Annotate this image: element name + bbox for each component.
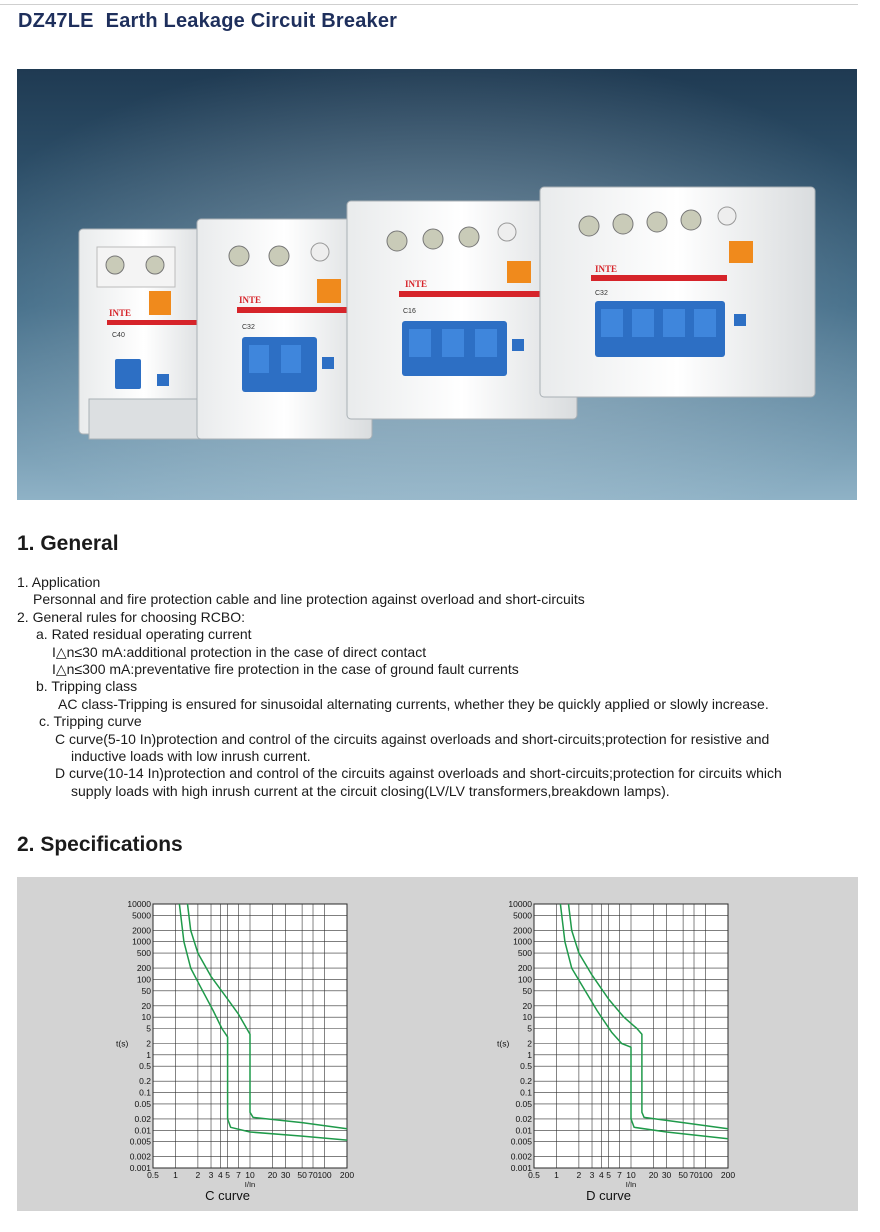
y-tick-label: 0.005: [510, 1136, 532, 1147]
x-tick-label: 20: [267, 1170, 278, 1180]
rating-label-1: C40: [112, 332, 125, 339]
general-line: inductive loads with low inrush current.: [71, 748, 311, 765]
chart-title: C curve: [205, 1188, 250, 1203]
y-tick-label: 2000: [132, 925, 151, 936]
y-tick-label: 10: [522, 1012, 532, 1023]
x-tick-label: 30: [661, 1170, 672, 1180]
y-tick-label: 0.005: [129, 1136, 151, 1147]
brand-label-2: INTE: [239, 295, 262, 305]
x-axis-label: I/In: [244, 1180, 256, 1189]
general-section: [17, 574, 867, 800]
specifications-charts: [17, 877, 858, 1211]
general-line: I△n≤30 mA:additional protection in the case of direct contact: [52, 643, 427, 660]
general-line: I△n≤300 mA:preventative fire protection in the case of ground fault currents: [52, 661, 519, 678]
y-tick-label: 0.1: [139, 1087, 151, 1098]
general-line: supply loads with high inrush current at the circuit closing(LV/LV transformers,breakdown lamps).: [71, 782, 670, 799]
general-heading: 1. General: [17, 532, 119, 555]
x-tick-label: 200: [339, 1170, 355, 1180]
breakers-illustration: [17, 69, 857, 500]
x-tick-label: 70: [689, 1170, 699, 1180]
y-tick-label: 10000: [508, 899, 532, 909]
y-tick-label: 2: [146, 1038, 151, 1049]
y-tick-label: 5: [146, 1023, 151, 1034]
x-tick-label: 3: [208, 1170, 214, 1180]
y-tick-label: 100: [517, 974, 532, 985]
x-tick-label: 50: [297, 1170, 307, 1180]
y-tick-label: 0.001: [510, 1163, 532, 1173]
x-tick-label: 30: [280, 1170, 291, 1180]
general-line: 2. General rules for choosing RCBO:: [17, 608, 245, 625]
y-tick-label: 0.001: [129, 1163, 151, 1173]
general-line: C curve(5-10 In)protection and control of the circuits against overloads and short-circuits;protection for resistive and: [55, 730, 770, 747]
general-line: Personnal and fire protection cable and line protection against overload and short-circuits: [33, 591, 585, 608]
x-tick-label: 200: [720, 1170, 736, 1180]
y-tick-label: 0.002: [129, 1151, 151, 1162]
y-tick-label: 2000: [513, 925, 532, 936]
x-tick-label: 2: [195, 1170, 201, 1180]
tripping-curves-chart: [17, 877, 858, 1211]
y-tick-label: 1000: [513, 936, 532, 947]
x-tick-label: 1: [173, 1170, 178, 1180]
y-tick-label: 1: [146, 1049, 151, 1060]
y-tick-label: 0.2: [520, 1076, 532, 1087]
x-axis-label: I/In: [625, 1180, 637, 1189]
x-tick-label: 1: [554, 1170, 559, 1180]
brand-label-4: INTE: [595, 264, 618, 274]
y-tick-label: 100: [136, 974, 151, 985]
x-tick-label: 7: [617, 1170, 622, 1180]
breaker-1: [79, 229, 209, 439]
chart-panel-d: [497, 899, 735, 1203]
rating-label-2: C32: [242, 324, 255, 331]
breaker-4: [540, 187, 815, 397]
general-line: b. Tripping class: [36, 678, 138, 695]
x-tick-label: 100: [698, 1170, 713, 1180]
x-tick-label: 10: [245, 1170, 255, 1180]
page-title: [18, 10, 397, 33]
y-tick-label: 0.5: [139, 1061, 151, 1072]
specifications-heading: 2. Specifications: [17, 833, 183, 856]
y-tick-label: 500: [136, 948, 151, 959]
rating-label-4: C32: [595, 290, 608, 297]
general-line: c. Tripping curve: [39, 713, 142, 730]
y-tick-label: 1000: [132, 936, 151, 947]
x-tick-label: 7: [236, 1170, 241, 1180]
x-tick-label: 50: [678, 1170, 688, 1180]
x-tick-label: 3: [589, 1170, 595, 1180]
y-tick-label: 0.01: [134, 1125, 151, 1136]
y-tick-label: 200: [136, 963, 151, 974]
y-tick-label: 20: [141, 1000, 151, 1011]
y-tick-label: 0.5: [520, 1061, 532, 1072]
x-tick-label: 5: [606, 1170, 611, 1180]
top-rule: [0, 4, 858, 5]
x-tick-label: 0.5: [147, 1170, 159, 1180]
chart-title: D curve: [586, 1188, 631, 1203]
y-tick-label: 0.02: [515, 1113, 532, 1124]
y-tick-label: 50: [141, 985, 151, 996]
x-tick-label: 70: [308, 1170, 318, 1180]
y-tick-label: 2: [527, 1038, 532, 1049]
y-tick-label: 200: [517, 963, 532, 974]
y-tick-label: 5: [527, 1023, 532, 1034]
x-tick-label: 4: [217, 1170, 223, 1180]
y-tick-label: 0.002: [510, 1151, 532, 1162]
brand-label-1: INTE: [109, 308, 132, 318]
x-tick-label: 20: [648, 1170, 659, 1180]
x-tick-label: 0.5: [528, 1170, 540, 1180]
y-tick-label: 10: [141, 1012, 151, 1023]
y-tick-label: 5000: [513, 910, 532, 921]
model-number: DZ47LE: [18, 10, 94, 32]
y-tick-label: 0.2: [139, 1076, 151, 1087]
x-tick-label: 100: [317, 1170, 332, 1180]
y-tick-label: 0.1: [520, 1087, 532, 1098]
y-tick-label: 500: [517, 948, 532, 959]
y-axis-label: t(s): [497, 1038, 510, 1049]
y-tick-label: 0.02: [134, 1113, 151, 1124]
y-tick-label: 20: [522, 1000, 532, 1011]
y-tick-label: 5000: [132, 910, 151, 921]
y-tick-label: 0.05: [515, 1098, 532, 1109]
x-tick-label: 5: [225, 1170, 230, 1180]
y-axis-label: t(s): [116, 1038, 129, 1049]
general-line: AC class-Tripping is ensured for sinusoidal alternating currents, whether they be quickly applied or slowly increase.: [58, 695, 769, 712]
chart-panel-c: [116, 899, 354, 1203]
x-tick-label: 10: [626, 1170, 636, 1180]
y-tick-label: 1: [527, 1049, 532, 1060]
breaker-2: [197, 219, 372, 439]
general-line: a. Rated residual operating current: [36, 626, 252, 643]
product-photo: [17, 69, 857, 500]
general-line: D curve(10-14 In)protection and control of the circuits against overloads and short-circuits;protection for circuits which: [55, 765, 782, 782]
y-tick-label: 50: [522, 985, 532, 996]
product-name: Earth Leakage Circuit Breaker: [105, 10, 398, 32]
general-line: 1. Application: [17, 574, 101, 590]
brand-label-3: INTE: [405, 279, 428, 289]
rating-label-3: C16: [403, 308, 416, 315]
y-tick-label: 10000: [127, 899, 151, 909]
x-tick-label: 2: [576, 1170, 582, 1180]
y-tick-label: 0.01: [515, 1125, 532, 1136]
y-tick-label: 0.05: [134, 1098, 151, 1109]
x-tick-label: 4: [598, 1170, 604, 1180]
